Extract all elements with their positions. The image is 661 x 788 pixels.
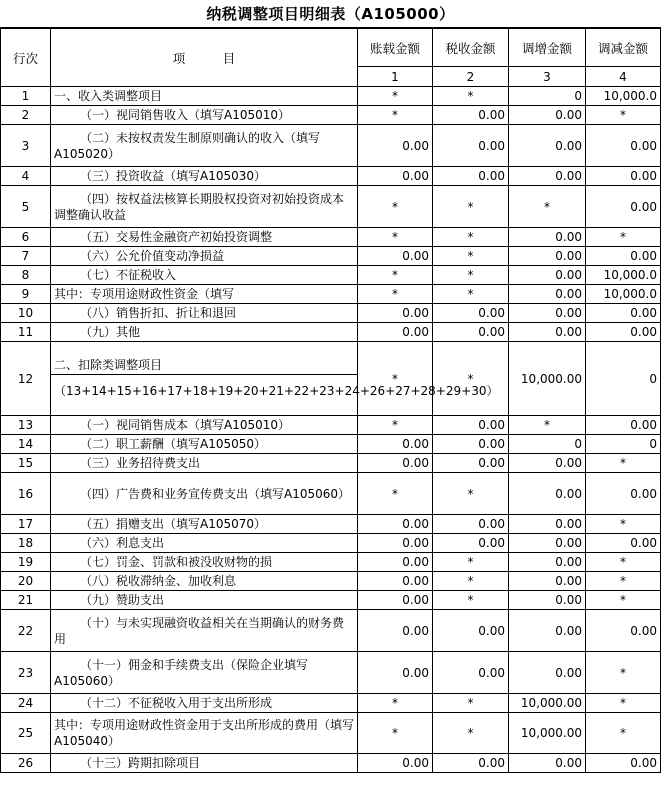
amount-cell-col3[interactable]: 0.00: [509, 754, 586, 773]
item-label: （五）交易性金融资产初始投资调整: [80, 230, 273, 244]
amount-cell-col3[interactable]: 10,000.00: [509, 694, 586, 713]
item-label: 其中：专项用途财政性资金（填写: [54, 287, 235, 301]
row-number-cell[interactable]: 26: [1, 754, 51, 773]
item-label: （六）公允价值变动净损益: [80, 249, 225, 263]
table-row: [1, 323, 661, 342]
amount-cell-col3[interactable]: 0.00: [509, 304, 586, 323]
amount-cell-col3[interactable]: 0.00: [509, 473, 586, 515]
item-cell[interactable]: [51, 167, 358, 186]
table-row: [1, 416, 661, 435]
table-row: [1, 572, 661, 591]
amount-cell-col2[interactable]: *: [433, 591, 509, 610]
amount-cell-col3[interactable]: 0.00: [509, 323, 586, 342]
item-cell[interactable]: [51, 416, 358, 435]
amount-cell-col4[interactable]: 10,000.0: [586, 285, 661, 304]
amount-cell-col2[interactable]: 0.00: [433, 515, 509, 534]
item-label: （九）赞助支出: [80, 593, 165, 607]
amount-cell-col3[interactable]: 0: [509, 435, 586, 454]
table-row: [1, 247, 661, 266]
item-label: （十三）跨期扣除项目: [80, 756, 201, 770]
item-cell[interactable]: [51, 694, 358, 713]
table-row: [1, 515, 661, 534]
row-number-cell[interactable]: 19: [1, 553, 51, 572]
header-tax-amount[interactable]: 税收金额: [433, 29, 509, 67]
table-row: [1, 534, 661, 553]
item-cell[interactable]: [51, 435, 358, 454]
header-col-number-2[interactable]: 2: [433, 67, 509, 87]
item-cell[interactable]: [51, 285, 358, 304]
amount-cell-col4[interactable]: 0.00: [586, 323, 661, 342]
table-row: [1, 591, 661, 610]
table-row: [1, 228, 661, 247]
amount-cell-col2[interactable]: 0.00: [433, 435, 509, 454]
amount-cell-col3[interactable]: *: [509, 416, 586, 435]
amount-cell-col2[interactable]: *: [433, 572, 509, 591]
amount-cell-col1[interactable]: *: [358, 266, 433, 285]
amount-cell-col2[interactable]: 0.00: [433, 610, 509, 652]
amount-cell-col2[interactable]: *: [433, 266, 509, 285]
amount-cell-col2[interactable]: 0.00: [433, 323, 509, 342]
header-increase-amount[interactable]: 调增金额: [509, 29, 586, 67]
row-number-cell[interactable]: 15: [1, 454, 51, 473]
item-cell[interactable]: [51, 266, 358, 285]
item-cell[interactable]: [51, 591, 358, 610]
amount-cell-col3[interactable]: 0.00: [509, 247, 586, 266]
amount-cell-col1[interactable]: 0.00: [358, 754, 433, 773]
amount-cell-col4[interactable]: *: [586, 591, 661, 610]
table-row: [1, 304, 661, 323]
amount-cell-col4[interactable]: *: [586, 106, 661, 125]
amount-cell-col4[interactable]: 0.00: [586, 186, 661, 228]
item-cell[interactable]: [51, 186, 358, 228]
amount-cell-col1[interactable]: *: [358, 106, 433, 125]
table-row: [1, 167, 661, 186]
item-cell[interactable]: [51, 473, 358, 515]
amount-cell-col4[interactable]: 0.00: [586, 167, 661, 186]
item-formula: （13+14+15+16+17+18+19+20+21+22+23+24+26+27+28+29+30）: [54, 383, 499, 398]
item-label: （四）按权益法核算长期股权投资对初始投资成本调整确认收益: [54, 191, 345, 222]
amount-cell-col1[interactable]: 0.00: [358, 591, 433, 610]
amount-cell-col2[interactable]: *: [433, 228, 509, 247]
amount-cell-col2[interactable]: *: [433, 186, 509, 228]
table-row: [1, 473, 661, 515]
item-label: （十）与未实现融资收益相关在当期确认的财务费用: [54, 615, 345, 646]
row-number-cell[interactable]: 16: [1, 473, 51, 515]
amount-cell-col2[interactable]: *: [433, 473, 509, 515]
row-number-cell[interactable]: 24: [1, 694, 51, 713]
item-label: 其中：专项用途财政性资金用于支出所形成的费用（填写A105040）: [54, 718, 355, 748]
table-body: [1, 87, 661, 773]
row-number-cell[interactable]: 8: [1, 266, 51, 285]
amount-cell-col2[interactable]: *: [433, 694, 509, 713]
amount-cell-col2[interactable]: *: [433, 247, 509, 266]
amount-cell-col2[interactable]: 0.00: [433, 754, 509, 773]
amount-cell-col1[interactable]: *: [358, 186, 433, 228]
amount-cell-col1[interactable]: *: [358, 285, 433, 304]
row-number-cell[interactable]: 25: [1, 713, 51, 754]
item-cell[interactable]: [51, 323, 358, 342]
amount-cell-col2[interactable]: *: [433, 713, 509, 754]
amount-cell-col1[interactable]: 0.00: [358, 435, 433, 454]
row-number-cell[interactable]: 22: [1, 610, 51, 652]
amount-cell-col1[interactable]: 0.00: [358, 610, 433, 652]
item-label: 二、扣除类调整项目: [54, 357, 163, 372]
row-number-cell[interactable]: 10: [1, 304, 51, 323]
row-number-cell[interactable]: 13: [1, 416, 51, 435]
amount-cell-col2[interactable]: *: [433, 342, 509, 416]
amount-cell-col1[interactable]: 0.00: [358, 652, 433, 694]
amount-cell-col3[interactable]: 0.00: [509, 454, 586, 473]
amount-cell-col1[interactable]: 0.00: [358, 304, 433, 323]
amount-cell-col3[interactable]: *: [509, 186, 586, 228]
table-row: [1, 125, 661, 167]
amount-cell-col4[interactable]: 0.00: [586, 416, 661, 435]
amount-cell-col4[interactable]: *: [586, 454, 661, 473]
table-row: [1, 87, 661, 106]
item-cell[interactable]: [51, 228, 358, 247]
amount-cell-col1[interactable]: 0.00: [358, 247, 433, 266]
amount-cell-col4[interactable]: 0.00: [586, 534, 661, 553]
amount-cell-col1[interactable]: *: [358, 713, 433, 754]
item-cell[interactable]: [51, 652, 358, 694]
table-row: [1, 435, 661, 454]
amount-cell-col4[interactable]: *: [586, 553, 661, 572]
table-row: [1, 754, 661, 773]
amount-cell-col4[interactable]: 10,000.0: [586, 266, 661, 285]
amount-cell-col4[interactable]: 0.00: [586, 125, 661, 167]
item-cell[interactable]: [51, 125, 358, 167]
row-number-cell[interactable]: 21: [1, 591, 51, 610]
amount-cell-col3[interactable]: 0.00: [509, 553, 586, 572]
item-label: （十一）佣金和手续费支出（保险企业填写A105060）: [54, 657, 309, 688]
amount-cell-col3[interactable]: 0.00: [509, 534, 586, 553]
header-decrease-amount[interactable]: 调减金额: [586, 29, 661, 67]
row-number-cell[interactable]: 12: [1, 342, 51, 416]
amount-cell-col3[interactable]: 0.00: [509, 572, 586, 591]
row-number-cell[interactable]: 14: [1, 435, 51, 454]
row-number-cell[interactable]: 4: [1, 167, 51, 186]
header-col-number-4[interactable]: 4: [586, 67, 661, 87]
amount-cell-col3[interactable]: 0.00: [509, 167, 586, 186]
item-cell[interactable]: [51, 247, 358, 266]
amount-cell-col2[interactable]: 0.00: [433, 652, 509, 694]
amount-cell-col2[interactable]: *: [433, 285, 509, 304]
amount-cell-col1[interactable]: 0.00: [358, 553, 433, 572]
table-row: [1, 266, 661, 285]
item-label: 一、收入类调整项目: [54, 89, 163, 103]
amount-cell-col2[interactable]: *: [433, 553, 509, 572]
header-row-no[interactable]: 行次: [1, 29, 51, 87]
amount-cell-col2[interactable]: 0.00: [433, 534, 509, 553]
row-number-cell[interactable]: 1: [1, 87, 51, 106]
amount-cell-col1[interactable]: 0.00: [358, 167, 433, 186]
item-label: （九）其他: [80, 325, 141, 339]
amount-cell-col1[interactable]: *: [358, 342, 433, 416]
amount-cell-col3[interactable]: 0.00: [509, 266, 586, 285]
table-row: [1, 553, 661, 572]
amount-cell-col2[interactable]: 0.00: [433, 454, 509, 473]
amount-cell-col1[interactable]: 0.00: [358, 515, 433, 534]
amount-cell-col4[interactable]: 0.00: [586, 610, 661, 652]
amount-cell-col4[interactable]: 0: [586, 342, 661, 416]
row-number-cell[interactable]: 20: [1, 572, 51, 591]
table-row: [1, 713, 661, 754]
item-cell[interactable]: [51, 454, 358, 473]
amount-cell-col4[interactable]: 0.00: [586, 304, 661, 323]
amount-cell-col3[interactable]: 0.00: [509, 515, 586, 534]
amount-cell-col4[interactable]: 0.00: [586, 247, 661, 266]
amount-cell-col2[interactable]: 0.00: [433, 304, 509, 323]
row-number-cell[interactable]: 17: [1, 515, 51, 534]
item-label: （七）不征税收入: [80, 268, 177, 282]
table-row: [1, 285, 661, 304]
amount-cell-col1[interactable]: 0.00: [358, 125, 433, 167]
amount-cell-col3[interactable]: 10,000.00: [509, 342, 586, 416]
row-number-cell[interactable]: 11: [1, 323, 51, 342]
amount-cell-col4[interactable]: 0.00: [586, 473, 661, 515]
amount-cell-col2[interactable]: *: [433, 87, 509, 106]
amount-cell-col3[interactable]: 0: [509, 87, 586, 106]
item-cell[interactable]: [51, 304, 358, 323]
table-row: [1, 186, 661, 228]
item-cell[interactable]: [51, 572, 358, 591]
row-number-cell[interactable]: 3: [1, 125, 51, 167]
amount-cell-col4[interactable]: *: [586, 515, 661, 534]
header-book-amount[interactable]: 账载金额: [358, 29, 433, 67]
item-label: （五）捐赠支出（填写A105070）: [80, 517, 267, 531]
row-number-cell[interactable]: 9: [1, 285, 51, 304]
item-cell[interactable]: [51, 754, 358, 773]
item-label: （八）销售折扣、折让和退回: [80, 306, 237, 320]
item-cell[interactable]: [51, 610, 358, 652]
amount-cell-col2[interactable]: 0.00: [433, 106, 509, 125]
amount-cell-col4[interactable]: 0: [586, 435, 661, 454]
amount-cell-col1[interactable]: 0.00: [358, 572, 433, 591]
amount-cell-col1[interactable]: *: [358, 473, 433, 515]
item-label: （一）视同销售收入（填写A105010）: [80, 108, 291, 122]
header-col-number-3[interactable]: 3: [509, 67, 586, 87]
amount-cell-col3[interactable]: 0.00: [509, 228, 586, 247]
amount-cell-col1[interactable]: *: [358, 416, 433, 435]
row-number-cell[interactable]: 2: [1, 106, 51, 125]
amount-cell-col1[interactable]: *: [358, 87, 433, 106]
adjustment-table: [0, 28, 661, 773]
item-cell[interactable]: [51, 515, 358, 534]
amount-cell-col1[interactable]: 0.00: [358, 534, 433, 553]
table-row: [1, 610, 661, 652]
item-label: （七）罚金、罚款和被没收财物的损: [80, 555, 273, 569]
table-row: [1, 106, 661, 125]
amount-cell-col3[interactable]: 0.00: [509, 106, 586, 125]
amount-cell-col1[interactable]: *: [358, 228, 433, 247]
header-col-number-1[interactable]: 1: [358, 67, 433, 87]
item-label: （一）视同销售成本（填写A105010）: [80, 418, 291, 432]
item-cell[interactable]: [51, 342, 499, 416]
amount-cell-col1[interactable]: 0.00: [358, 323, 433, 342]
amount-cell-col4[interactable]: *: [586, 652, 661, 694]
amount-cell-col4[interactable]: *: [586, 572, 661, 591]
item-cell[interactable]: [51, 106, 358, 125]
amount-cell-col3[interactable]: 0.00: [509, 652, 586, 694]
header-item[interactable]: 项 目: [51, 29, 358, 87]
row-number-cell[interactable]: 5: [1, 186, 51, 228]
amount-cell-col4[interactable]: 10,000.0: [586, 87, 661, 106]
item-label: （八）税收滞纳金、加收利息: [80, 574, 237, 588]
item-cell[interactable]: [51, 713, 358, 754]
table-row: [1, 652, 661, 694]
table-row: [1, 454, 661, 473]
item-cell[interactable]: [51, 87, 358, 106]
amount-cell-col1[interactable]: 0.00: [358, 454, 433, 473]
item-label: （十二）不征税收入用于支出所形成: [80, 696, 273, 710]
amount-cell-col2[interactable]: 0.00: [433, 167, 509, 186]
item-label: （三）业务招待费支出: [80, 456, 201, 470]
sheet-title: 纳税调整项目明细表（A105000）: [0, 0, 661, 28]
table-row: [1, 342, 661, 416]
amount-cell-col1[interactable]: *: [358, 694, 433, 713]
row-number-cell[interactable]: 7: [1, 247, 51, 266]
amount-cell-col3[interactable]: 0.00: [509, 591, 586, 610]
amount-cell-col4[interactable]: *: [586, 694, 661, 713]
item-label: （四）广告费和业务宣传费支出（填写A105060）: [80, 486, 351, 501]
amount-cell-col4[interactable]: *: [586, 713, 661, 754]
item-label: （二）未按权责发生制原则确认的收入（填写A105020）: [54, 130, 321, 161]
row-number-cell[interactable]: 18: [1, 534, 51, 553]
amount-cell-col3[interactable]: 0.00: [509, 285, 586, 304]
row-number-cell[interactable]: 6: [1, 228, 51, 247]
row-number-cell[interactable]: 23: [1, 652, 51, 694]
amount-cell-col3[interactable]: 10,000.00: [509, 713, 586, 754]
amount-cell-col2[interactable]: 0.00: [433, 125, 509, 167]
item-label: （二）职工薪酬（填写A105050）: [80, 437, 267, 451]
item-label: （六）利息支出: [80, 536, 165, 550]
amount-cell-col4[interactable]: *: [586, 228, 661, 247]
amount-cell-col2[interactable]: 0.00: [433, 416, 509, 435]
item-label: （三）投资收益（填写A105030）: [80, 169, 267, 183]
item-cell[interactable]: [51, 553, 358, 572]
item-cell[interactable]: [51, 534, 358, 553]
amount-cell-col4[interactable]: 0.00: [586, 754, 661, 773]
amount-cell-col3[interactable]: 0.00: [509, 125, 586, 167]
table-row: [1, 694, 661, 713]
amount-cell-col3[interactable]: 0.00: [509, 610, 586, 652]
